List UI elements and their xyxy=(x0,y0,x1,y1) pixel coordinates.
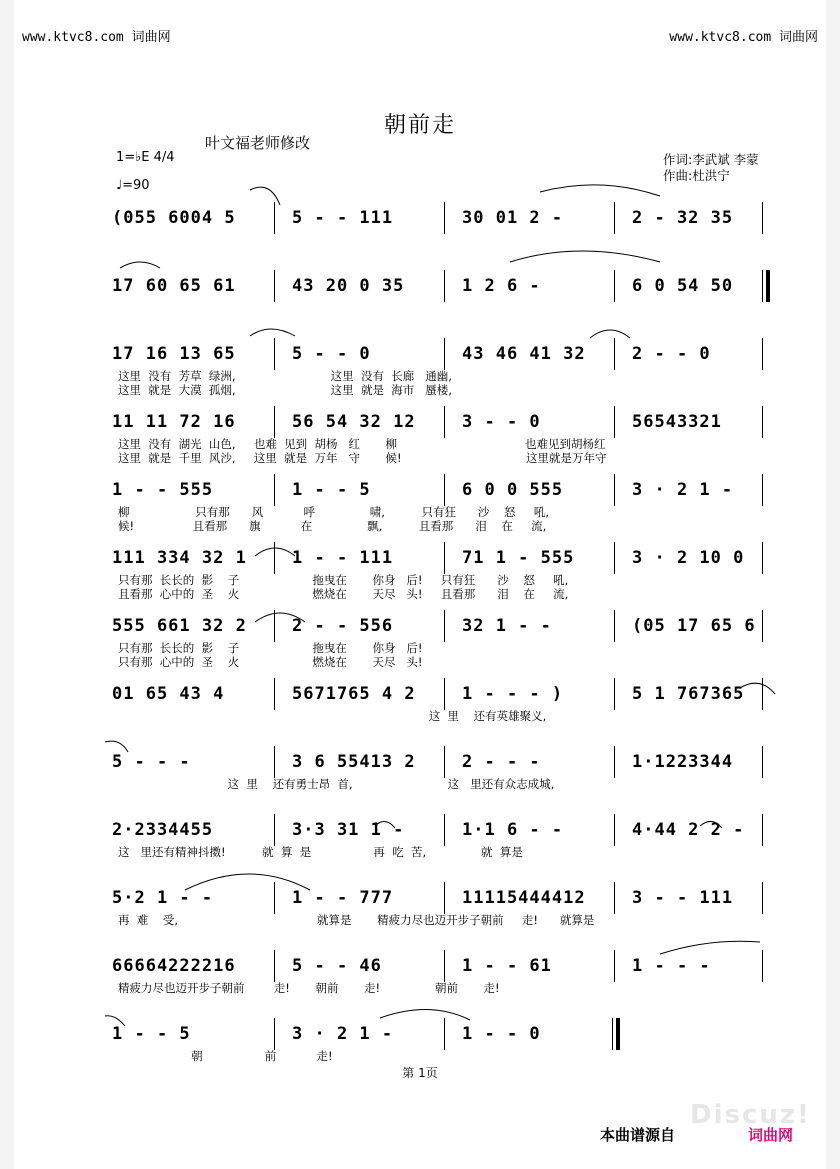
lyric-line: 朝 前 走! xyxy=(118,1049,333,1063)
bar-line xyxy=(614,882,615,914)
credits xyxy=(663,152,759,184)
measure: 01 65 43 4 xyxy=(112,684,225,704)
bar-line xyxy=(614,270,615,302)
measure: 11 11 72 16 xyxy=(112,412,236,432)
measure: 2 - - 556 xyxy=(292,616,394,636)
bar-line xyxy=(444,270,445,302)
page-number: 第 1页 xyxy=(402,1066,438,1080)
bar-line xyxy=(274,950,275,982)
measure: 1 - - 0 xyxy=(462,1024,541,1044)
header-left: www.ktvc8.com 词曲网 xyxy=(22,30,171,45)
measure: 2 - 32 35 xyxy=(632,208,734,228)
measure: 43 20 0 35 xyxy=(292,276,405,296)
notation-row xyxy=(112,276,772,308)
measure: 3 - - 0 xyxy=(462,412,541,432)
slur xyxy=(380,1009,470,1020)
bar-line xyxy=(274,338,275,370)
bar-line xyxy=(274,746,275,778)
lyric-line: 只有那 长长的 影 子 拖曳在 你身 后! xyxy=(118,641,423,655)
bar-line xyxy=(762,610,763,642)
measure: 3 · 2 10 0 xyxy=(632,548,745,568)
bar-line xyxy=(762,882,763,914)
bar-line xyxy=(274,1018,275,1050)
measure: 71 1 - 555 xyxy=(462,548,575,568)
measure: 1 - - - ) xyxy=(462,684,564,704)
bar-line xyxy=(762,406,763,438)
lyric-line: 这 里还有精神抖擞! 就 算 是 再 吃 苦, 就 算是 xyxy=(118,845,523,859)
bar-line xyxy=(614,950,615,982)
measure: 6 0 0 555 xyxy=(462,480,564,500)
bar-line xyxy=(614,678,615,710)
slur xyxy=(250,187,280,205)
header-right: www.ktvc8.com 词曲网 xyxy=(669,30,818,45)
lyric-line: 柳 只有那 风 呼 啸, 只有狂 沙 怒 吼, xyxy=(118,505,549,519)
double-bar-line xyxy=(612,1018,616,1050)
measure: 11115444412 xyxy=(462,888,586,908)
left-watermark-stripe xyxy=(0,0,14,1169)
bar-line xyxy=(444,1018,445,1050)
watermark: Discuz! xyxy=(690,1100,811,1130)
bar-line xyxy=(614,610,615,642)
bar-line xyxy=(444,610,445,642)
lyric-line: 这 里 还有勇士昂 首, 这 里还有众志成城, xyxy=(118,777,555,791)
source-label: 本曲谱源自 xyxy=(600,1126,676,1144)
measure: 2 - - - xyxy=(462,752,541,772)
lyric-line: 再 难 受, 就算是 精疲力尽也迈开步子朝前 走! 就算是 xyxy=(118,913,595,927)
right-watermark-stripe xyxy=(826,0,840,1169)
bar-line xyxy=(614,542,615,574)
slur xyxy=(540,185,660,196)
bar-line xyxy=(444,814,445,846)
measure: 5 - - 111 xyxy=(292,208,394,228)
bar-line xyxy=(762,542,763,574)
bar-line xyxy=(614,474,615,506)
tempo-marking: ♩=90 xyxy=(116,178,150,193)
lyric-line: 只有那 长长的 影 子 拖曳在 你身 后! 只有狂 沙 怒 吼, xyxy=(118,573,569,587)
lyric-line: 只有那 心中的 圣 火 燃烧在 天尽 头! xyxy=(118,655,423,669)
lyric-line: 且看那 心中的 圣 火 燃烧在 天尽 头! 且看那 泪 在 流, xyxy=(118,587,569,601)
measure: 1 - - 5 xyxy=(112,1024,191,1044)
bar-line xyxy=(444,474,445,506)
measure: 43 46 41 32 xyxy=(462,344,586,364)
measure: 17 16 13 65 xyxy=(112,344,236,364)
bar-line xyxy=(444,746,445,778)
score-subtitle: 叶文福老师修改 xyxy=(205,134,311,152)
bar-line xyxy=(614,746,615,778)
bar-line xyxy=(444,202,445,234)
measure: 1 - - - xyxy=(632,956,711,976)
lyric-line: 这里 就是 大漠 孤烟, 这里 就是 海市 蜃楼, xyxy=(118,383,452,397)
score-title: 朝前走 xyxy=(383,113,456,138)
bar-line xyxy=(274,542,275,574)
bar-line xyxy=(444,542,445,574)
measure: 1 - - 777 xyxy=(292,888,394,908)
measure: 1 2 6 - xyxy=(462,276,541,296)
lyric-line: 这里 没有 湖光 山色, 也难 见到 胡杨 红 柳 也难见到胡杨红 xyxy=(118,437,606,451)
measure: 56 54 32 12 xyxy=(292,412,416,432)
composer: 作曲:杜洪宁 xyxy=(663,168,730,183)
measure: 3 · 2 1 - xyxy=(632,480,734,500)
slur xyxy=(105,741,128,752)
bar-line xyxy=(274,474,275,506)
measure: 111 334 32 1 xyxy=(112,548,247,568)
slur xyxy=(660,941,760,954)
measure: 56543321 xyxy=(632,412,722,432)
measure: 3 - - 111 xyxy=(632,888,734,908)
bar-line xyxy=(444,338,445,370)
measure: 1 - - 61 xyxy=(462,956,552,976)
lyric-line: 候! 且看那 旗 在 飘, 且看那 泪 在 流, xyxy=(118,519,547,533)
bar-line xyxy=(444,678,445,710)
bar-line xyxy=(274,610,275,642)
bar-line xyxy=(274,882,275,914)
bar-line xyxy=(274,406,275,438)
bar-line xyxy=(274,678,275,710)
measure: 5 - - 46 xyxy=(292,956,382,976)
measure: 6 0 54 50 xyxy=(632,276,734,296)
lyric-line: 这里 就是 千里 风沙, 这里 就是 万年 守 候! 这里就是万年守 xyxy=(118,451,607,465)
slur xyxy=(250,329,295,336)
lyric-line: 精疲力尽也迈开步子朝前 走! 朝前 走! 朝前 走! xyxy=(118,981,500,995)
bar-line xyxy=(614,406,615,438)
key-signature: 1=♭E 4/4 xyxy=(116,150,175,165)
bar-line xyxy=(444,406,445,438)
measure: 1·1223344 xyxy=(632,752,734,772)
measure: 1·1 6 - - xyxy=(462,820,564,840)
lyric-line: 这里 没有 芳草 绿洲, 这里 没有 长廊 通幽, xyxy=(118,369,452,383)
slur xyxy=(590,330,630,338)
lyric-line: 这 里 还有英雄聚义, xyxy=(118,709,547,723)
bar-line xyxy=(444,950,445,982)
bar-line xyxy=(444,882,445,914)
brand-logo-text: 词曲网 xyxy=(748,1126,794,1144)
measure: 555 661 32 2 xyxy=(112,616,247,636)
measure: 3 · 2 1 - xyxy=(292,1024,394,1044)
bar-line xyxy=(762,746,763,778)
measure: 1 - - 5 xyxy=(292,480,371,500)
measure: (055 6004 5 xyxy=(112,208,236,228)
double-bar-line xyxy=(762,270,766,302)
measure: 66664222216 xyxy=(112,956,236,976)
bar-line xyxy=(762,950,763,982)
measure: 1 - - 555 xyxy=(112,480,214,500)
measure: 17 60 65 61 xyxy=(112,276,236,296)
measure: 3 6 55413 2 xyxy=(292,752,416,772)
measure: 5 - - 0 xyxy=(292,344,371,364)
bar-line xyxy=(762,202,763,234)
measure: 3·3 31 1 - xyxy=(292,820,405,840)
bar-line xyxy=(762,678,763,710)
bar-line xyxy=(274,270,275,302)
bar-line xyxy=(274,814,275,846)
measure: 5 1 767365 xyxy=(632,684,745,704)
measure: 5671765 4 2 xyxy=(292,684,416,704)
measure: 4·44 2 2 - xyxy=(632,820,745,840)
measure: (05 17 65 6 xyxy=(632,616,756,636)
bar-line xyxy=(274,202,275,234)
measure: 1 - - 111 xyxy=(292,548,394,568)
measure: 5 - - - xyxy=(112,752,191,772)
slur xyxy=(510,251,660,262)
slur xyxy=(120,262,160,268)
measure: 2 - - 0 xyxy=(632,344,711,364)
measure: 32 1 - - xyxy=(462,616,552,636)
notation-row xyxy=(112,208,772,240)
bar-line xyxy=(762,814,763,846)
measure: 2·2334455 xyxy=(112,820,214,840)
bar-line xyxy=(614,338,615,370)
bar-line xyxy=(762,474,763,506)
measure: 30 01 2 - xyxy=(462,208,564,228)
measure: 5·2 1 - - xyxy=(112,888,214,908)
bar-line xyxy=(614,814,615,846)
lyricist: 作词:李武斌 李蒙 xyxy=(663,152,759,167)
bar-line xyxy=(614,202,615,234)
bar-line xyxy=(762,338,763,370)
